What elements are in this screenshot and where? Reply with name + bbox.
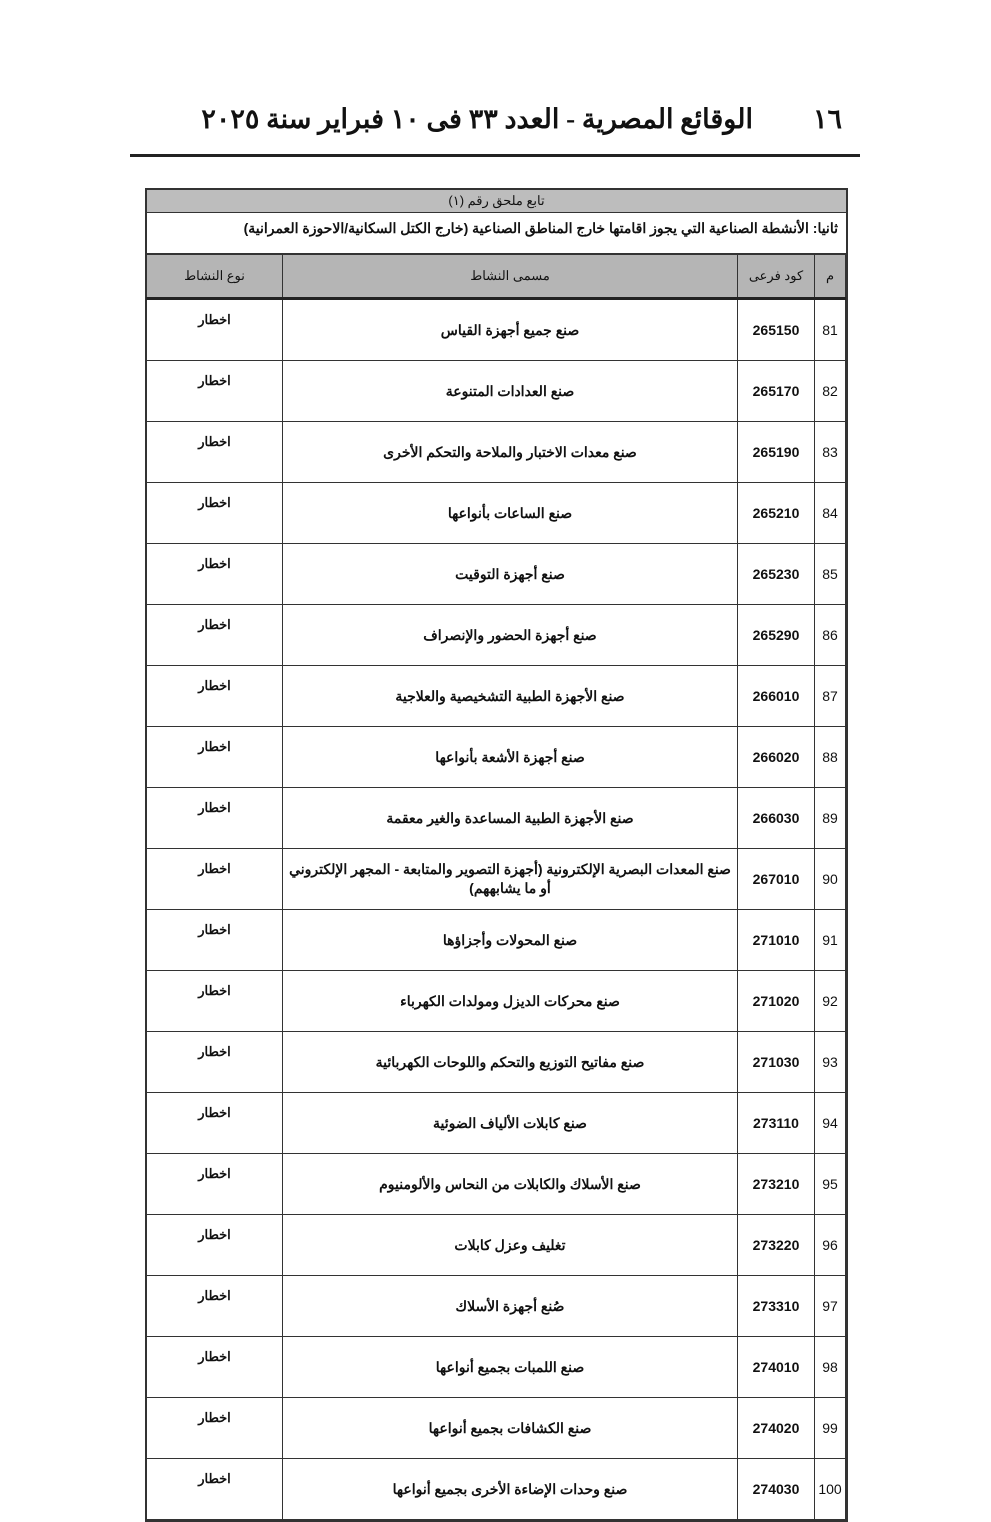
cell-number: 99 [815, 1398, 846, 1459]
cell-activity-type: اخطار [147, 605, 283, 666]
cell-activity-type: اخطار [147, 483, 283, 544]
cell-activity-name: صنع الأسلاك والكابلات من النحاس والألومنيوم [283, 1154, 738, 1215]
cell-activity-name: صنع جميع أجهزة القياس [283, 299, 738, 361]
table-row [147, 971, 846, 1032]
cell-number: 91 [815, 910, 846, 971]
cell-activity-name: صنع الساعات بأنواعها [283, 483, 738, 544]
cell-number: 87 [815, 666, 846, 727]
cell-number: 95 [815, 1154, 846, 1215]
cell-number: 89 [815, 788, 846, 849]
cell-number: 84 [815, 483, 846, 544]
cell-activity-type: اخطار [147, 849, 283, 910]
table-row [147, 422, 846, 483]
cell-number: 93 [815, 1032, 846, 1093]
cell-activity-name: صنع أجهزة التوقيت [283, 544, 738, 605]
cell-code: 273210 [738, 1154, 815, 1215]
running-header [130, 104, 860, 135]
cell-code: 265210 [738, 483, 815, 544]
cell-code: 266030 [738, 788, 815, 849]
table-subtitle: ثانيا: الأنشطة الصناعية التي يجوز اقامتها خارج المناطق الصناعية (خارج الكتل السكانية/الاحوزة العمرانية) [147, 213, 846, 254]
cell-code: 274020 [738, 1398, 815, 1459]
cell-activity-name: صنع أجهزة الحضور والإنصراف [283, 605, 738, 666]
cell-activity-type: اخطار [147, 727, 283, 788]
cell-code: 265230 [738, 544, 815, 605]
cell-number: 90 [815, 849, 846, 910]
table-row [147, 483, 846, 544]
cell-number: 88 [815, 727, 846, 788]
cell-activity-type: اخطار [147, 910, 283, 971]
cell-activity-type: اخطار [147, 788, 283, 849]
cell-code: 273110 [738, 1093, 815, 1154]
cell-number: 85 [815, 544, 846, 605]
cell-code: 273220 [738, 1215, 815, 1276]
table-header-row [147, 255, 846, 299]
cell-number: 96 [815, 1215, 846, 1276]
cell-code: 266010 [738, 666, 815, 727]
cell-code: 265190 [738, 422, 815, 483]
table-row [147, 605, 846, 666]
column-header-m: م [815, 255, 846, 299]
cell-activity-name: صنع المعدات البصرية الإلكترونية (أجهزة التصوير والمتابعة - المجهر الإلكتروني أو ما يشابههم) [283, 849, 738, 910]
cell-code: 273310 [738, 1276, 815, 1337]
cell-code: 271010 [738, 910, 815, 971]
cell-activity-type: اخطار [147, 1276, 283, 1337]
cell-activity-type: اخطار [147, 1398, 283, 1459]
table-row [147, 361, 846, 422]
cell-activity-name: صنع الأجهزة الطبية التشخيصية والعلاجية [283, 666, 738, 727]
cell-number: 92 [815, 971, 846, 1032]
cell-activity-type: اخطار [147, 666, 283, 727]
table-row [147, 1093, 846, 1154]
table-row [147, 1154, 846, 1215]
cell-code: 274030 [738, 1459, 815, 1520]
cell-activity-type: اخطار [147, 971, 283, 1032]
cell-code: 265290 [738, 605, 815, 666]
table-row [147, 544, 846, 605]
cell-activity-type: اخطار [147, 361, 283, 422]
table-row [147, 666, 846, 727]
cell-activity-name: صُنع أجهزة الأسلاك [283, 1276, 738, 1337]
cell-activity-type: اخطار [147, 1154, 283, 1215]
cell-number: 81 [815, 299, 846, 361]
cell-activity-type: اخطار [147, 422, 283, 483]
cell-activity-name: صنع مفاتيح التوزيع والتحكم واللوحات الكهربائية [283, 1032, 738, 1093]
page-number: ١٦ [812, 104, 842, 134]
table-row [147, 1032, 846, 1093]
cell-activity-name: صنع الكشافات بجميع أنواعها [283, 1398, 738, 1459]
table-row [147, 299, 846, 361]
cell-code: 267010 [738, 849, 815, 910]
table-row [147, 1276, 846, 1337]
table-caption: تابع ملحق رقم (١) [147, 190, 846, 213]
cell-activity-name: صنع اللمبات بجميع أنواعها [283, 1337, 738, 1398]
cell-activity-name: صنع الأجهزة الطبية المساعدة والغير معقمة [283, 788, 738, 849]
cell-number: 94 [815, 1093, 846, 1154]
cell-number: 100 [815, 1459, 846, 1520]
header-rule [130, 154, 860, 157]
cell-activity-name: صنع المحولات وأجزاؤها [283, 910, 738, 971]
table-row [147, 910, 846, 971]
table-row [147, 788, 846, 849]
cell-activity-name: صنع وحدات الإضاءة الأخرى بجميع أنواعها [283, 1459, 738, 1520]
cell-activity-type: اخطار [147, 1215, 283, 1276]
cell-activity-type: اخطار [147, 1337, 283, 1398]
cell-code: 266020 [738, 727, 815, 788]
cell-number: 98 [815, 1337, 846, 1398]
cell-activity-name: صنع أجهزة الأشعة بأنواعها [283, 727, 738, 788]
cell-activity-name: تغليف وعزل كابلات [283, 1215, 738, 1276]
cell-code: 271020 [738, 971, 815, 1032]
cell-activity-type: اخطار [147, 1093, 283, 1154]
cell-activity-name: صنع كابلات الألياف الضوئية [283, 1093, 738, 1154]
table-row [147, 1215, 846, 1276]
cell-activity-type: اخطار [147, 1032, 283, 1093]
cell-code: 274010 [738, 1337, 815, 1398]
table-row [147, 1398, 846, 1459]
cell-number: 83 [815, 422, 846, 483]
column-header-type: نوع النشاط [147, 255, 283, 299]
table-row [147, 849, 846, 910]
cell-code: 265170 [738, 361, 815, 422]
cell-code: 271030 [738, 1032, 815, 1093]
cell-activity-type: اخطار [147, 544, 283, 605]
issue-line: الوقائع المصرية - العدد ٣٣ فى ١٠ فبراير سنة ٢٠٢٥ [201, 104, 753, 134]
column-header-name: مسمى النشاط [283, 255, 738, 299]
column-header-code: كود فرعى [738, 255, 815, 299]
cell-code: 265150 [738, 299, 815, 361]
cell-activity-name: صنع معدات الاختبار والملاحة والتحكم الأخرى [283, 422, 738, 483]
cell-activity-type: اخطار [147, 1459, 283, 1520]
cell-activity-type: اخطار [147, 299, 283, 361]
cell-number: 97 [815, 1276, 846, 1337]
cell-number: 82 [815, 361, 846, 422]
cell-activity-name: صنع العدادات المتنوعة [283, 361, 738, 422]
cell-activity-name: صنع محركات الديزل ومولدات الكهرباء [283, 971, 738, 1032]
activities-table [145, 188, 848, 1522]
table-row [147, 1459, 846, 1520]
cell-number: 86 [815, 605, 846, 666]
table-row [147, 1337, 846, 1398]
table-row [147, 727, 846, 788]
